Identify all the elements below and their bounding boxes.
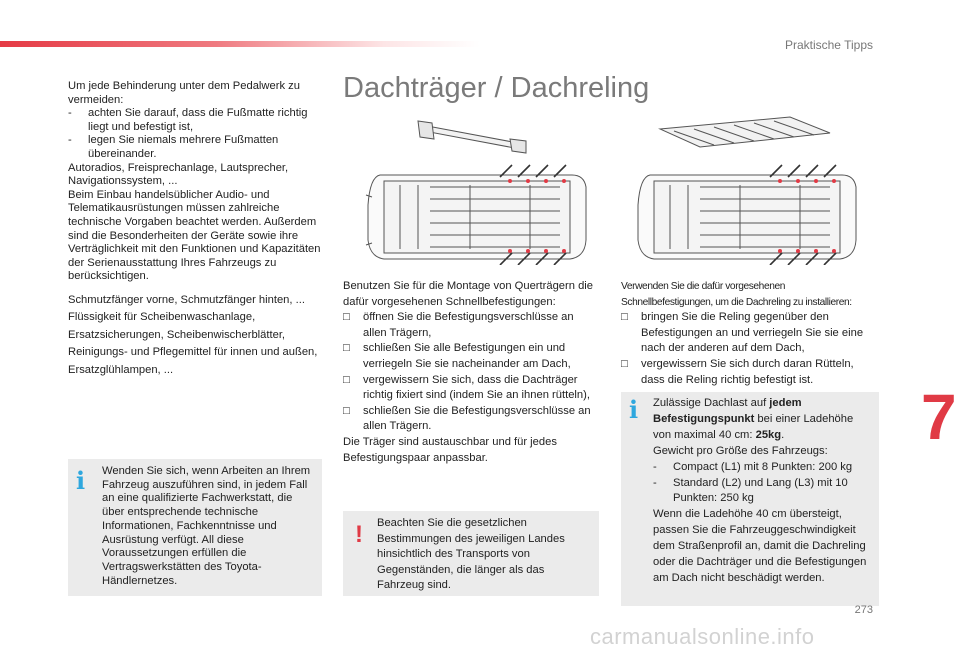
warning-icon: ! — [355, 521, 363, 548]
intro-text: Benutzen Sie für die Montage von Querträgern die dafür vorgesehenen Schnellbefestigungen: — [343, 280, 594, 308]
list-item — [621, 310, 879, 357]
info-text: Wenden Sie sich, wenn Arbeiten an Ihrem Fahrzeug auszuführen sind, in jedem Fall an eine qualifizierte Fachwerkstatt, die über entsprechende technische Informationen, Fachkenntnisse und Ausrüstung verfügt. All diese Voraussetzungen erfüllen die Vertragswerkstätten des Toyota-Händlernetzes. — [102, 465, 311, 587]
middle-column — [343, 279, 599, 466]
list-item — [68, 134, 322, 161]
text: . — [781, 428, 785, 441]
header-accent-bar — [0, 41, 480, 47]
van-roof-rail-illustration — [630, 115, 870, 265]
check-icon: □ — [343, 342, 350, 355]
watermark: carmanualsonline.info — [590, 624, 815, 649]
info-box — [621, 392, 879, 606]
text: Zulässige Dachlast auf — [653, 397, 770, 409]
check-icon: □ — [621, 311, 628, 324]
chapter-number: 7 — [921, 381, 957, 453]
paragraph: Wenn die Ladehöhe 40 cm übersteigt, passen Sie die Fahrzeuggeschwindigkeit dem Straßenprofil an, damit die Dachreling oder die Dachträger und die Befestigungen am Dach nicht beschädigt werden. — [653, 508, 867, 584]
list-item — [653, 476, 871, 508]
page-number: 273 — [854, 604, 873, 616]
list-item-text: vergewissern Sie sich durch daran Rütteln, dass die Reling richtig befestigt ist. — [641, 357, 854, 386]
van-roof-illustration — [360, 115, 600, 265]
intro-text: Um jede Behinderung unter dem Pedalwerk zu vermeiden: — [68, 80, 300, 106]
list-item-text: bringen Sie die Reling gegenüber den Befestigungen an und verriegeln Sie sie eine nach der anderen auf dem Dach, — [641, 311, 864, 355]
left-column — [68, 80, 322, 379]
check-icon: □ — [343, 404, 350, 417]
warning-text: Beachten Sie die gesetzlichen Bestimmungen des jeweiligen Landes hinsichtlich des Transports von Gegenständen, die länger als das Fahrzeug sind. — [377, 517, 565, 591]
page-title: Dachträger / Dachreling — [343, 72, 650, 104]
paragraph: Flüssigkeit für Scheibenwaschanlage, Ersatzsicherungen, Scheibenwischerblätter, Reinigungs- und Pflegemittel für innen und außen, Ersatzglühlampen, ... — [68, 311, 318, 376]
list-item — [68, 107, 322, 134]
info-icon: i — [629, 395, 639, 424]
list-item-text: öffnen Sie die Befestigungsverschlüsse an allen Trägern, — [363, 311, 574, 339]
list-item — [343, 310, 599, 341]
intro-text: Verwenden Sie die dafür vorgesehenen Schnellbefestigungen, um die Dachreling zu installieren: — [621, 281, 852, 308]
section-title: Praktische Tipps — [784, 38, 873, 52]
bullet-marker: - — [653, 476, 657, 489]
list-item-text: schließen Sie alle Befestigungen ein und verriegeln Sie sie nacheinander am Dach, — [363, 342, 571, 370]
list-item-text: Compact (L1) mit 8 Punkten: 200 kg — [673, 460, 853, 473]
load-value: 25kg — [755, 428, 782, 441]
check-icon: □ — [621, 357, 628, 370]
list-item-text: vergewissern Sie sich, dass die Dachträger richtig fixiert sind (indem Sie an ihnen rütteln), — [363, 373, 590, 402]
weight-intro: Gewicht pro Größe des Fahrzeugs: — [653, 444, 828, 457]
load-info — [653, 396, 871, 444]
text: bei einer Ladehöhe von maximal 40 cm: — [653, 412, 854, 441]
list-item — [343, 341, 599, 372]
emphasis: jedem Befestigungspunkt — [653, 397, 802, 425]
paragraph: Beim Einbau handelsüblicher Audio- und Telematikausrüstungen müssen zahlreiche technische Vorgaben beachtet werden. Außerdem sind die Besonderheiten der Geräte sowie ihre Verträglichkeit mit den Funktionen und Kapazitäten der Serienausstattung Ihres Fahrzeugs zu berücksichtigen. — [68, 188, 321, 283]
list-item-text: legen Sie niemals mehrere Fußmatten übereinander. — [88, 134, 279, 160]
right-column — [621, 279, 879, 388]
check-icon: □ — [343, 373, 350, 386]
info-icon: i — [76, 466, 86, 495]
paragraph: Die Träger sind austauschbar und für jedes Befestigungspaar anpassbar. — [343, 435, 557, 464]
bullet-marker: - — [68, 107, 72, 120]
list-item-text: schließen Sie die Befestigungsverschlüsse an allen Trägern. — [363, 404, 591, 433]
paragraph: Schmutzfänger vorne, Schmutzfänger hinten, ... — [68, 293, 305, 306]
bullet-marker: - — [68, 134, 72, 147]
bullet-marker: - — [653, 460, 657, 473]
list-item-text: achten Sie darauf, dass die Fußmatte richtig liegt und befestigt ist, — [88, 107, 308, 133]
list-item — [653, 460, 871, 476]
warning-box — [343, 511, 599, 596]
paragraph: Autoradios, Freisprechanlage, Lautsprecher, Navigationssystem, ... — [68, 161, 289, 188]
list-item-text: Standard (L2) und Lang (L3) mit 10 Punkten: 250 kg — [673, 476, 848, 505]
list-item — [621, 357, 879, 388]
list-item — [343, 404, 599, 435]
list-item — [343, 373, 599, 404]
info-box — [68, 459, 322, 596]
check-icon: □ — [343, 311, 350, 324]
